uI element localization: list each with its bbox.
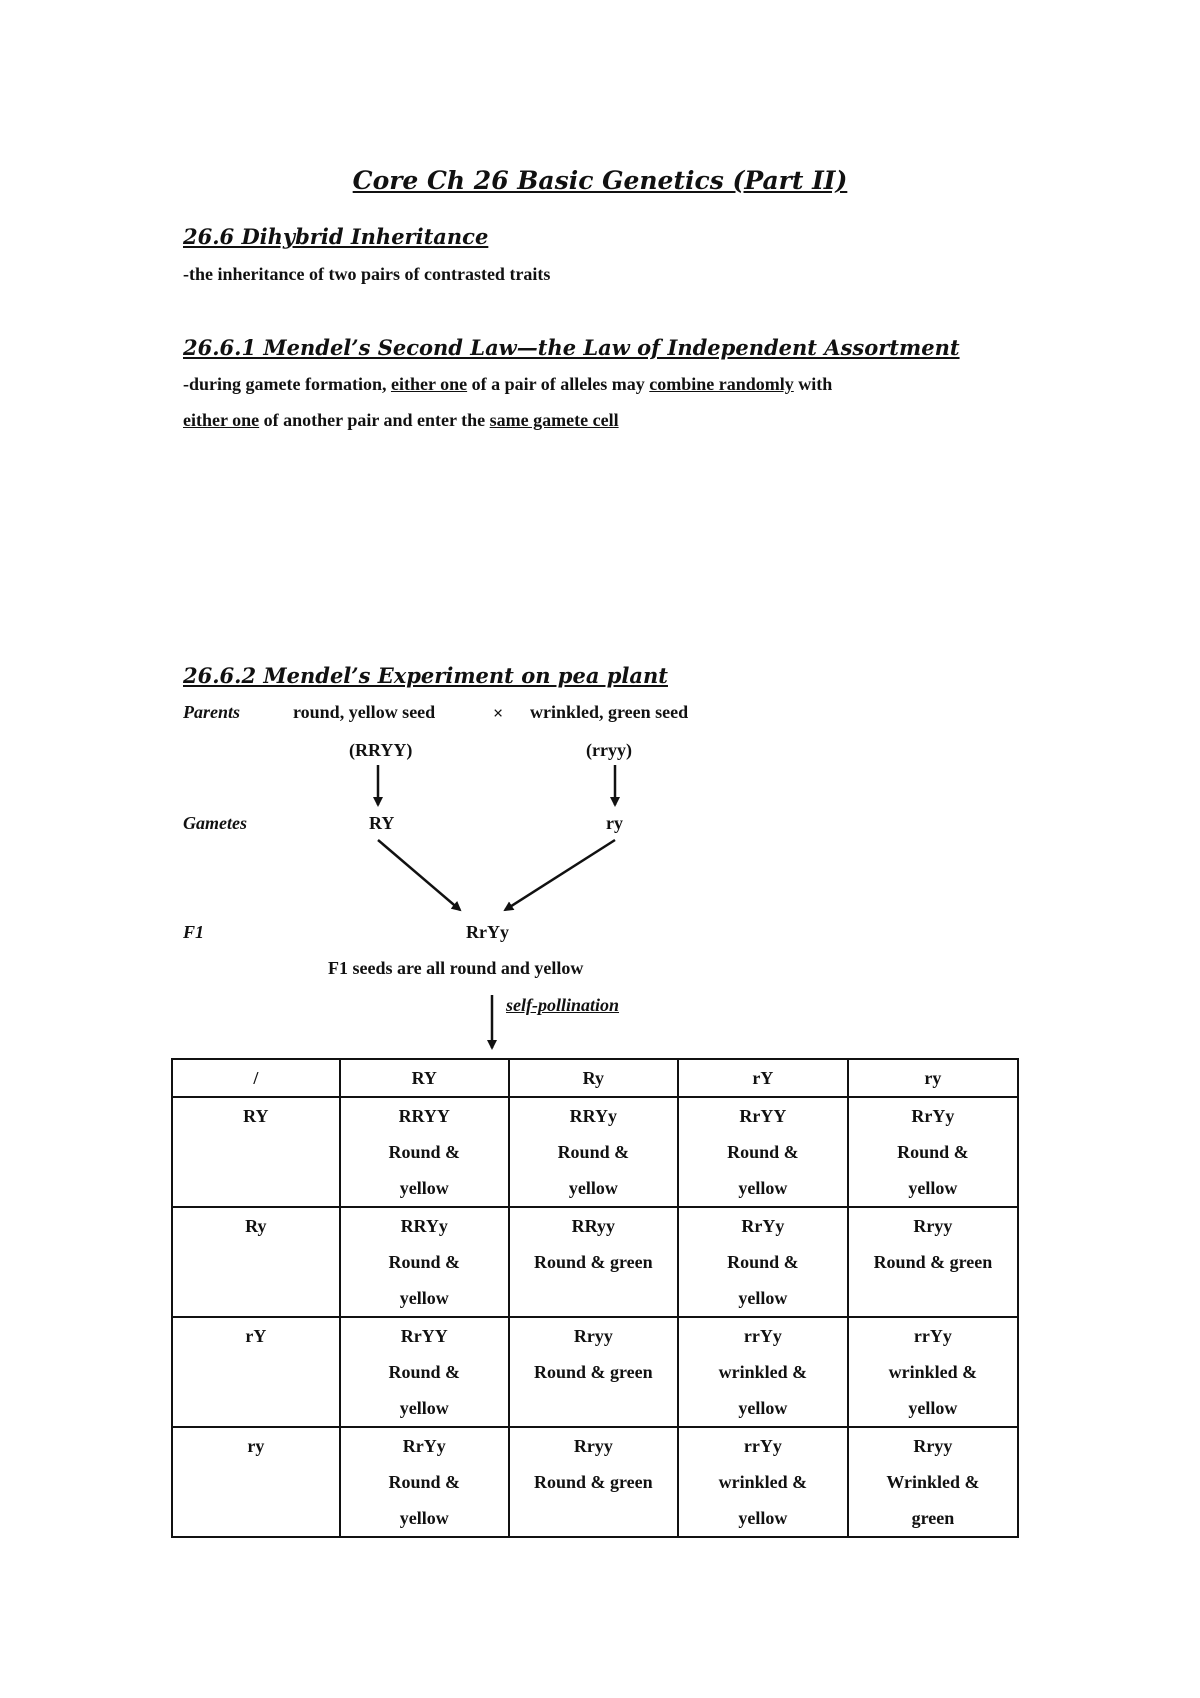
page-title: Core Ch 26 Basic Genetics (Part II) bbox=[352, 166, 848, 195]
law-text-part: -during gamete formation, bbox=[183, 374, 391, 394]
cell-phenotype: Round & green bbox=[533, 1252, 653, 1272]
law-text-emphasis: either one bbox=[183, 410, 260, 430]
law-text-emphasis: combine randomly bbox=[649, 374, 794, 394]
cell-phenotype: yellow bbox=[908, 1398, 958, 1418]
law-text-part: of a pair of alleles may bbox=[467, 374, 650, 394]
punnett-cell bbox=[678, 1207, 848, 1317]
cell-phenotype: Round & bbox=[388, 1252, 461, 1272]
parent2-phenotype: wrinkled, green seed bbox=[530, 702, 689, 722]
cell-phenotype: wrinkled & bbox=[718, 1472, 808, 1492]
cell-phenotype: Round & bbox=[388, 1362, 461, 1382]
heading-mendel-experiment: 26.6.2 Mendel’s Experiment on pea plant bbox=[183, 663, 668, 688]
cell-genotype: rrYy bbox=[743, 1436, 782, 1456]
cell-phenotype: yellow bbox=[568, 1178, 618, 1198]
parents-label: Parents bbox=[183, 702, 241, 722]
cell-genotype: rrYy bbox=[743, 1326, 782, 1346]
cell-phenotype: Round & bbox=[727, 1252, 799, 1272]
cell-phenotype: yellow bbox=[399, 1508, 449, 1528]
punnett-corner: / bbox=[172, 1059, 340, 1097]
punnett-cell bbox=[509, 1317, 678, 1427]
punnett-column-header: Ry bbox=[509, 1059, 678, 1097]
punnett-cell bbox=[340, 1097, 509, 1207]
punnett-row bbox=[172, 1427, 1018, 1537]
heading-mendel-second-law: 26.6.1 Mendel’s Second Law—the Law of Independent Assortment bbox=[183, 335, 960, 360]
arrow-gamete1-to-f1 bbox=[378, 840, 460, 910]
punnett-column-header: RY bbox=[340, 1059, 509, 1097]
punnett-cell bbox=[678, 1097, 848, 1207]
law-text-part: of another pair and enter the bbox=[259, 410, 490, 430]
cell-phenotype: yellow bbox=[399, 1178, 449, 1198]
cell-genotype: RrYy bbox=[741, 1216, 785, 1236]
cell-phenotype: Round & bbox=[557, 1142, 630, 1162]
cell-phenotype: yellow bbox=[399, 1288, 449, 1308]
cell-phenotype: yellow bbox=[399, 1398, 449, 1418]
cell-phenotype: Round & bbox=[727, 1142, 799, 1162]
law-text-part: with bbox=[793, 374, 833, 394]
punnett-cell bbox=[848, 1097, 1018, 1207]
punnett-cell bbox=[340, 1427, 509, 1537]
self-pollination-label: self-pollination bbox=[506, 995, 620, 1015]
punnett-row-header: ry bbox=[172, 1427, 340, 1537]
gametes-label: Gametes bbox=[183, 813, 247, 833]
punnett-column-header: rY bbox=[678, 1059, 848, 1097]
cell-genotype: RRYy bbox=[400, 1216, 448, 1236]
cross-symbol: × bbox=[493, 703, 504, 723]
cell-genotype: RrYY bbox=[739, 1106, 787, 1126]
cell-phenotype: wrinkled & bbox=[888, 1362, 978, 1382]
punnett-cell bbox=[678, 1317, 848, 1427]
gamete1: RY bbox=[369, 813, 395, 833]
cell-genotype: RRYY bbox=[398, 1106, 450, 1126]
gamete2: ry bbox=[606, 813, 623, 833]
punnett-cell bbox=[678, 1427, 848, 1537]
cell-genotype: RRYy bbox=[569, 1106, 618, 1126]
punnett-row-header: rY bbox=[172, 1317, 340, 1427]
cell-phenotype: wrinkled & bbox=[718, 1362, 808, 1382]
punnett-cell bbox=[509, 1427, 678, 1537]
cell-genotype: RRyy bbox=[571, 1216, 616, 1236]
cell-phenotype: green bbox=[911, 1508, 955, 1528]
parent1-phenotype: round, yellow seed bbox=[293, 702, 436, 722]
cell-phenotype: Round & green bbox=[533, 1472, 653, 1492]
heading-dihybrid-inheritance: 26.6 Dihybrid Inheritance bbox=[183, 224, 489, 249]
law-text-emphasis: either one bbox=[390, 374, 468, 394]
dihybrid-definition: -the inheritance of two pairs of contrasted traits bbox=[183, 264, 551, 284]
cell-genotype: RrYy bbox=[911, 1106, 955, 1126]
cell-phenotype: Round & green bbox=[533, 1362, 653, 1382]
cell-phenotype: Round & green bbox=[873, 1252, 993, 1272]
f1-label: F1 bbox=[183, 922, 205, 942]
punnett-cell bbox=[340, 1317, 509, 1427]
punnett-cell bbox=[848, 1207, 1018, 1317]
punnett-row bbox=[172, 1097, 1018, 1207]
cell-genotype: Rryy bbox=[913, 1436, 953, 1456]
cell-phenotype: yellow bbox=[908, 1178, 958, 1198]
punnett-row bbox=[172, 1207, 1018, 1317]
arrow-gamete2-to-f1 bbox=[505, 840, 615, 910]
punnett-column-header: ry bbox=[848, 1059, 1018, 1097]
cell-genotype: Rryy bbox=[573, 1326, 613, 1346]
punnett-cell bbox=[509, 1097, 678, 1207]
f1-genotype: RrYy bbox=[466, 922, 509, 942]
parent1-genotype: (RRYY) bbox=[349, 740, 413, 760]
punnett-row-header: Ry bbox=[172, 1207, 340, 1317]
cell-phenotype: yellow bbox=[738, 1398, 788, 1418]
cell-phenotype: yellow bbox=[738, 1288, 788, 1308]
punnett-cell bbox=[509, 1207, 678, 1317]
cell-phenotype: Round & bbox=[388, 1142, 461, 1162]
punnett-cell bbox=[848, 1427, 1018, 1537]
cell-genotype: RrYy bbox=[402, 1436, 446, 1456]
cell-genotype: Rryy bbox=[573, 1436, 613, 1456]
punnett-row-header: RY bbox=[172, 1097, 340, 1207]
punnett-header-row bbox=[172, 1059, 1018, 1097]
cell-phenotype: yellow bbox=[738, 1178, 788, 1198]
law-text-emphasis: same gamete cell bbox=[489, 410, 619, 430]
cell-genotype: RrYY bbox=[400, 1326, 448, 1346]
punnett-row bbox=[172, 1317, 1018, 1427]
punnett-cell bbox=[340, 1207, 509, 1317]
cell-phenotype: Round & bbox=[388, 1472, 461, 1492]
punnett-square bbox=[171, 1058, 1019, 1538]
parent2-genotype: (rryy) bbox=[586, 740, 632, 760]
cell-phenotype: Wrinkled & bbox=[886, 1472, 980, 1492]
f1-note: F1 seeds are all round and yellow bbox=[328, 958, 584, 978]
punnett-cell bbox=[848, 1317, 1018, 1427]
cell-genotype: Rryy bbox=[913, 1216, 953, 1236]
cell-phenotype: Round & bbox=[897, 1142, 969, 1162]
cell-phenotype: yellow bbox=[738, 1508, 788, 1528]
cell-genotype: rrYy bbox=[913, 1326, 952, 1346]
